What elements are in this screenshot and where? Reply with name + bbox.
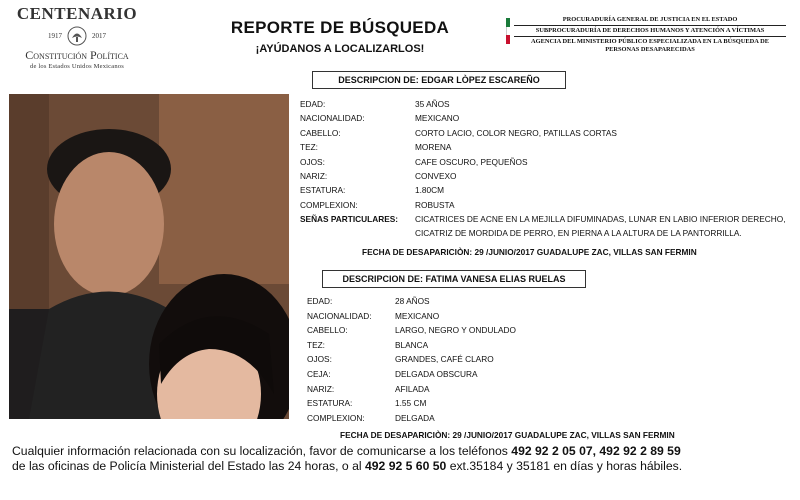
person2-field-label: OJOS: bbox=[307, 354, 332, 365]
logo-title: CENTENARIO bbox=[16, 4, 138, 23]
person1-field-label: COMPLEXION: bbox=[300, 199, 358, 210]
person2-field-value: GRANDES, CAFÉ CLARO bbox=[395, 354, 494, 365]
person2-field-row bbox=[307, 340, 787, 352]
footer-line-1 bbox=[12, 444, 792, 459]
person1-field-label: OJOS: bbox=[300, 156, 325, 167]
person2-field-row bbox=[307, 369, 787, 381]
person2-field-label: CEJA: bbox=[307, 369, 331, 379]
person2-field-label: EDAD: bbox=[307, 296, 333, 306]
person1-field-row bbox=[300, 99, 780, 111]
person1-field-label: NARIZ: bbox=[300, 171, 328, 181]
person2-field-value: DELGADA OBSCURA bbox=[395, 369, 478, 379]
eagle-emblem-icon bbox=[66, 25, 88, 47]
person1-field-label: TEZ: bbox=[300, 142, 318, 153]
person2-field-value: DELGADA bbox=[395, 412, 435, 423]
person1-field-value: 1.80CM bbox=[415, 185, 445, 196]
person2-heading: DESCRIPCION DE: FATIMA VANESA ELIAS RUELAS bbox=[322, 270, 586, 288]
person2-field-row bbox=[307, 398, 787, 410]
person2-field-value: 1.55 CM bbox=[395, 398, 427, 409]
logo-year-start: 1917 bbox=[48, 32, 62, 40]
person1-field-value: MORENA bbox=[415, 142, 452, 153]
person1-field-row bbox=[300, 128, 780, 140]
person2-field-label: TEZ: bbox=[307, 339, 325, 350]
person1-field-label: CABELLO: bbox=[300, 127, 341, 138]
person2-field-row bbox=[307, 384, 787, 396]
flag-red bbox=[506, 35, 510, 44]
person2-field-row bbox=[307, 354, 787, 366]
person1-field-value: ROBUSTA bbox=[415, 199, 455, 210]
agency-line-1: PROCURADURÍA GENERAL DE JUSTICIA EN EL ESTADO bbox=[514, 16, 786, 26]
footer-text-2b: ext.35184 y 35181 en días y horas hábiles. bbox=[449, 459, 683, 473]
page-subtitle: ¡AYÚDANOS A LOCALIZARLOS! bbox=[255, 43, 425, 55]
person2-date-value: 29 /JUNIO/2017 GUADALUPE ZAC, VILLAS SAN FERMIN bbox=[452, 430, 675, 440]
footer-text-2a: de las oficinas de Policía Ministerial del Estado las 24 horas, o al bbox=[12, 459, 362, 473]
person2-date-line bbox=[340, 430, 675, 440]
person1-date-line bbox=[362, 247, 697, 257]
person1-date-label: FECHA DE DESAPARICIÒN: bbox=[362, 247, 473, 257]
person1-field-row bbox=[300, 113, 780, 125]
footer-line-2 bbox=[12, 459, 792, 474]
agency-block bbox=[506, 16, 786, 54]
person2-field-label: COMPLEXION: bbox=[307, 412, 365, 423]
phone-1: 492 92 2 05 07, bbox=[511, 444, 597, 458]
contact-footer bbox=[12, 444, 792, 474]
person2-field-value: 28 AÑOS bbox=[395, 296, 430, 306]
person1-senas-label: SEÑAS PARTICULARES: bbox=[300, 214, 399, 224]
logo-subtitle: Constitución Política bbox=[25, 48, 129, 62]
page-title: REPORTE DE BÚSQUEDA bbox=[230, 18, 450, 37]
person1-senas-line-1: CICATRICES DE ACNE EN LA MEJILLA DIFUMINADAS, LUNAR EN LABIO INFERIOR DERECHO, bbox=[415, 214, 786, 224]
person1-field-row bbox=[300, 200, 780, 212]
phone-2: 492 92 2 89 59 bbox=[599, 444, 681, 458]
person2-field-label: CABELLO: bbox=[307, 325, 348, 336]
footer-text-1: Cualquier información relacionada con su localización, favor de comunicarse a los teléfonos bbox=[12, 444, 508, 458]
person1-senas-line-2: CICATRIZ DE MORDIDA DE PERRO, EN PIERNA A LA ALTURA DE LA PANTORRILLA. bbox=[415, 228, 742, 238]
person1-field-value: CORTO LACIO, COLOR NEGRO, PATILLAS CORTAS bbox=[415, 127, 617, 138]
person1-field-label: ESTATURA: bbox=[300, 185, 346, 196]
person1-field-value: MEXICANO bbox=[415, 113, 460, 124]
person1-field-row bbox=[300, 157, 780, 169]
centenario-logo bbox=[12, 4, 142, 70]
agency-line-2: SUBPROCURADURÍA DE DERECHOS HUMANOS Y ATENCIÓN A VÍCTIMAS bbox=[514, 27, 786, 37]
person1-field-row bbox=[300, 185, 780, 197]
person1-field-value: CONVEXO bbox=[415, 171, 457, 181]
person1-field-row bbox=[300, 171, 780, 183]
flag-bar-icon bbox=[506, 18, 510, 44]
person1-field-label: NACIONALIDAD: bbox=[300, 113, 365, 124]
logo-years bbox=[12, 25, 142, 47]
person2-field-value: AFILADA bbox=[395, 383, 430, 394]
person1-field-value: 35 AÑOS bbox=[415, 99, 450, 109]
person2-field-row bbox=[307, 296, 787, 308]
person2-field-value: LARGO, NEGRO Y ONDULADO bbox=[395, 325, 516, 336]
person1-field-value: CAFE OSCURO, PEQUEÑOS bbox=[415, 156, 528, 167]
person2-field-value: MEXICANO bbox=[395, 310, 440, 321]
person1-field-label: EDAD: bbox=[300, 99, 326, 109]
person1-heading: DESCRIPCION DE: EDGAR LÒPEZ ESCAREÑO bbox=[312, 71, 566, 89]
person2-date-label: FECHA DE DESAPARICIÒN: bbox=[340, 430, 451, 440]
flag-green bbox=[506, 18, 510, 27]
person2-field-label: NACIONALIDAD: bbox=[307, 310, 372, 321]
missing-persons-photo bbox=[9, 94, 289, 419]
person2-field-row bbox=[307, 311, 787, 323]
agency-line-3: AGENCIA DEL MINISTERIO PÚBLICO ESPECIALIZADA EN LA BÚSQUEDA DE PERSONAS DESAPARECIDAS bbox=[531, 38, 769, 53]
person2-field-row bbox=[307, 325, 787, 337]
logo-subtitle-2: de los Estados Unidos Mexicanos bbox=[30, 63, 124, 70]
person1-date-value: 29 /JUNIO/2017 GUADALUPE ZAC, VILLAS SAN FERMIN bbox=[474, 247, 697, 257]
person1-field-row bbox=[300, 142, 780, 154]
person2-field-value: BLANCA bbox=[395, 339, 429, 350]
logo-year-end: 2017 bbox=[92, 32, 106, 40]
phone-3: 492 92 5 60 50 bbox=[364, 459, 447, 473]
person2-field-row bbox=[307, 413, 787, 425]
person2-field-label: NARIZ: bbox=[307, 383, 335, 394]
flag-white bbox=[506, 27, 510, 36]
person2-field-label: ESTATURA: bbox=[307, 398, 353, 409]
